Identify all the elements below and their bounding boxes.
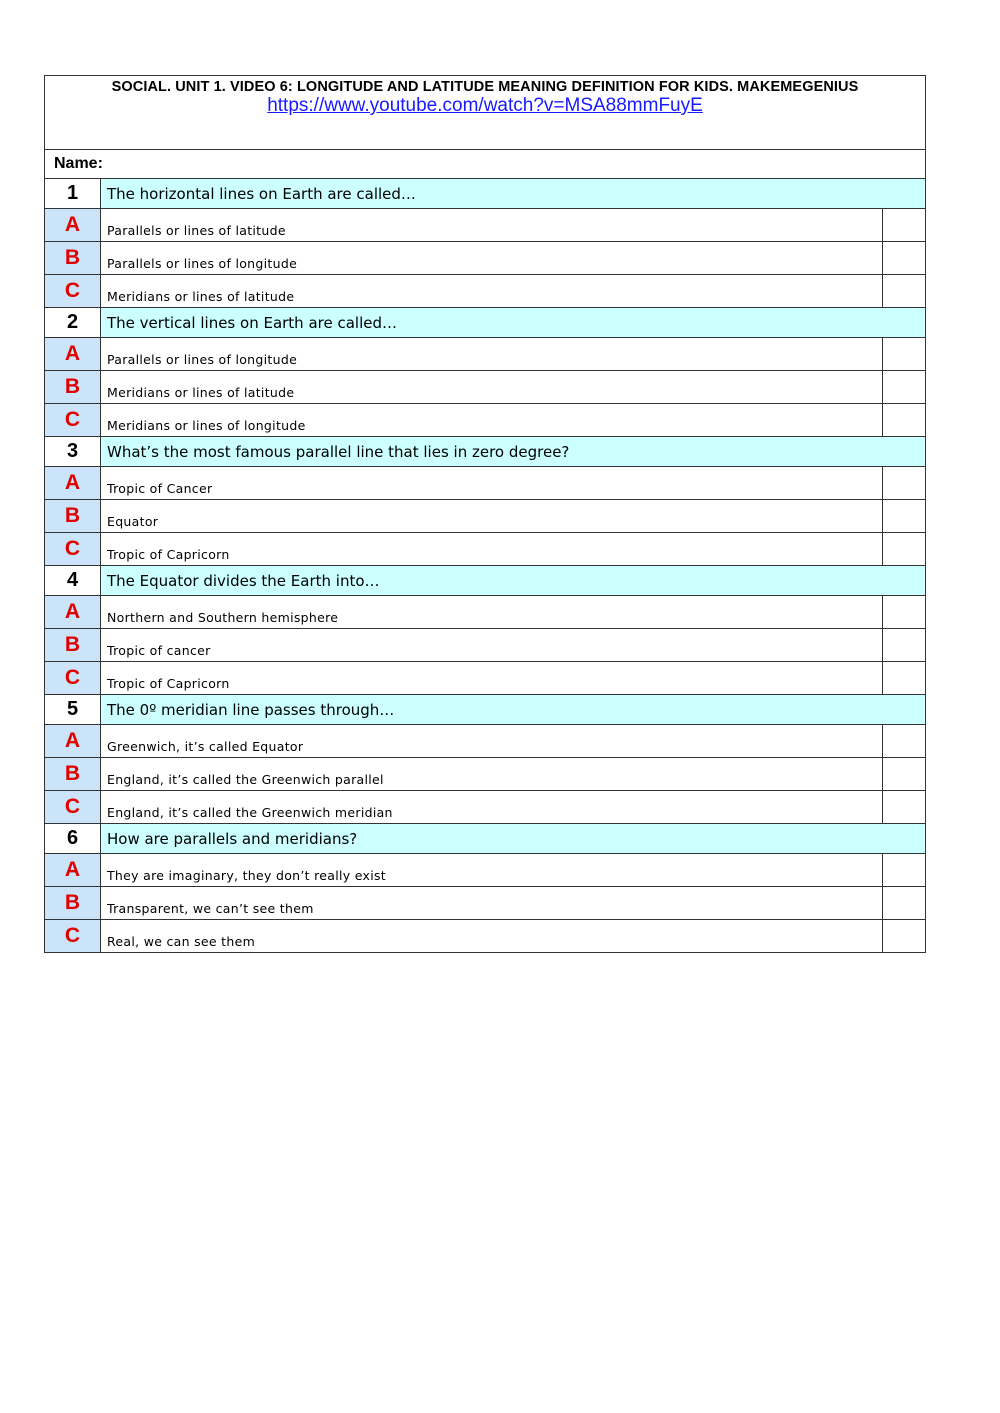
option-row [45,920,926,953]
option-row [45,596,926,629]
option-row [45,533,926,566]
answer-box[interactable] [882,500,925,533]
option-text: England, it’s called the Greenwich meridian [101,791,883,824]
option-letter: A [45,596,101,629]
answer-box[interactable] [882,662,925,695]
question-row [45,695,926,725]
option-letter: B [45,887,101,920]
option-row [45,404,926,437]
question-row [45,824,926,854]
option-text: England, it’s called the Greenwich parallel [101,758,883,791]
option-row [45,500,926,533]
answer-box[interactable] [882,725,925,758]
question-text: The vertical lines on Earth are called… [101,308,926,338]
option-letter: B [45,629,101,662]
question-number: 5 [45,695,101,725]
option-row [45,467,926,500]
question-text: What’s the most famous parallel line that lies in zero degree? [101,437,926,467]
option-letter: B [45,371,101,404]
option-text: Tropic of cancer [101,629,883,662]
question-row [45,179,926,209]
option-letter: C [45,275,101,308]
answer-box[interactable] [882,920,925,953]
option-letter: C [45,404,101,437]
question-text: How are parallels and meridians? [101,824,926,854]
answer-box[interactable] [882,371,925,404]
option-row [45,209,926,242]
question-number: 4 [45,566,101,596]
question-text: The horizontal lines on Earth are called… [101,179,926,209]
question-row [45,308,926,338]
option-row [45,887,926,920]
answer-box[interactable] [882,467,925,500]
option-row [45,338,926,371]
option-text: Meridians or lines of latitude [101,371,883,404]
option-row [45,275,926,308]
name-row [45,150,926,179]
option-row [45,662,926,695]
answer-box[interactable] [882,758,925,791]
answer-box[interactable] [882,242,925,275]
option-text: Equator [101,500,883,533]
option-row [45,854,926,887]
name-field[interactable] [45,150,926,179]
name-label: Name: [54,155,103,172]
question-number: 2 [45,308,101,338]
worksheet-title: SOCIAL. UNIT 1. VIDEO 6: LONGITUDE AND LATITUDE MEANING DEFINITION FOR KIDS. MAKEMEGENIUS [111,79,859,95]
answer-box[interactable] [882,791,925,824]
option-text: Transparent, we can’t see them [101,887,883,920]
quiz-table [44,75,926,953]
option-row [45,629,926,662]
option-letter: B [45,758,101,791]
question-row [45,566,926,596]
option-letter: A [45,209,101,242]
header-row [45,76,926,150]
option-text: Meridians or lines of longitude [101,404,883,437]
answer-box[interactable] [882,275,925,308]
option-letter: A [45,854,101,887]
option-row [45,371,926,404]
option-row [45,791,926,824]
option-letter: A [45,467,101,500]
option-letter: A [45,338,101,371]
video-link[interactable]: https://www.youtube.com/watch?v=MSA88mmFuyE [267,95,703,116]
option-text: Greenwich, it’s called Equator [101,725,883,758]
option-letter: A [45,725,101,758]
question-number: 3 [45,437,101,467]
question-row [45,437,926,467]
option-text: Tropic of Cancer [101,467,883,500]
option-text: Meridians or lines of latitude [101,275,883,308]
option-text: Parallels or lines of latitude [101,209,883,242]
option-letter: B [45,500,101,533]
option-text: Parallels or lines of longitude [101,242,883,275]
option-letter: C [45,533,101,566]
option-row [45,242,926,275]
question-number: 6 [45,824,101,854]
option-letter: B [45,242,101,275]
worksheet [44,75,926,953]
question-number: 1 [45,179,101,209]
option-row [45,758,926,791]
option-letter: C [45,791,101,824]
option-letter: C [45,662,101,695]
answer-box[interactable] [882,629,925,662]
option-text: Parallels or lines of longitude [101,338,883,371]
answer-box[interactable] [882,533,925,566]
option-text: Tropic of Capricorn [101,662,883,695]
question-text: The 0º meridian line passes through… [101,695,926,725]
option-text: Real, we can see them [101,920,883,953]
option-row [45,725,926,758]
header-cell [45,76,926,150]
answer-box[interactable] [882,596,925,629]
option-text: They are imaginary, they don’t really exist [101,854,883,887]
answer-box[interactable] [882,854,925,887]
answer-box[interactable] [882,887,925,920]
option-text: Northern and Southern hemisphere [101,596,883,629]
answer-box[interactable] [882,338,925,371]
answer-box[interactable] [882,209,925,242]
question-text: The Equator divides the Earth into… [101,566,926,596]
option-text: Tropic of Capricorn [101,533,883,566]
option-letter: C [45,920,101,953]
answer-box[interactable] [882,404,925,437]
